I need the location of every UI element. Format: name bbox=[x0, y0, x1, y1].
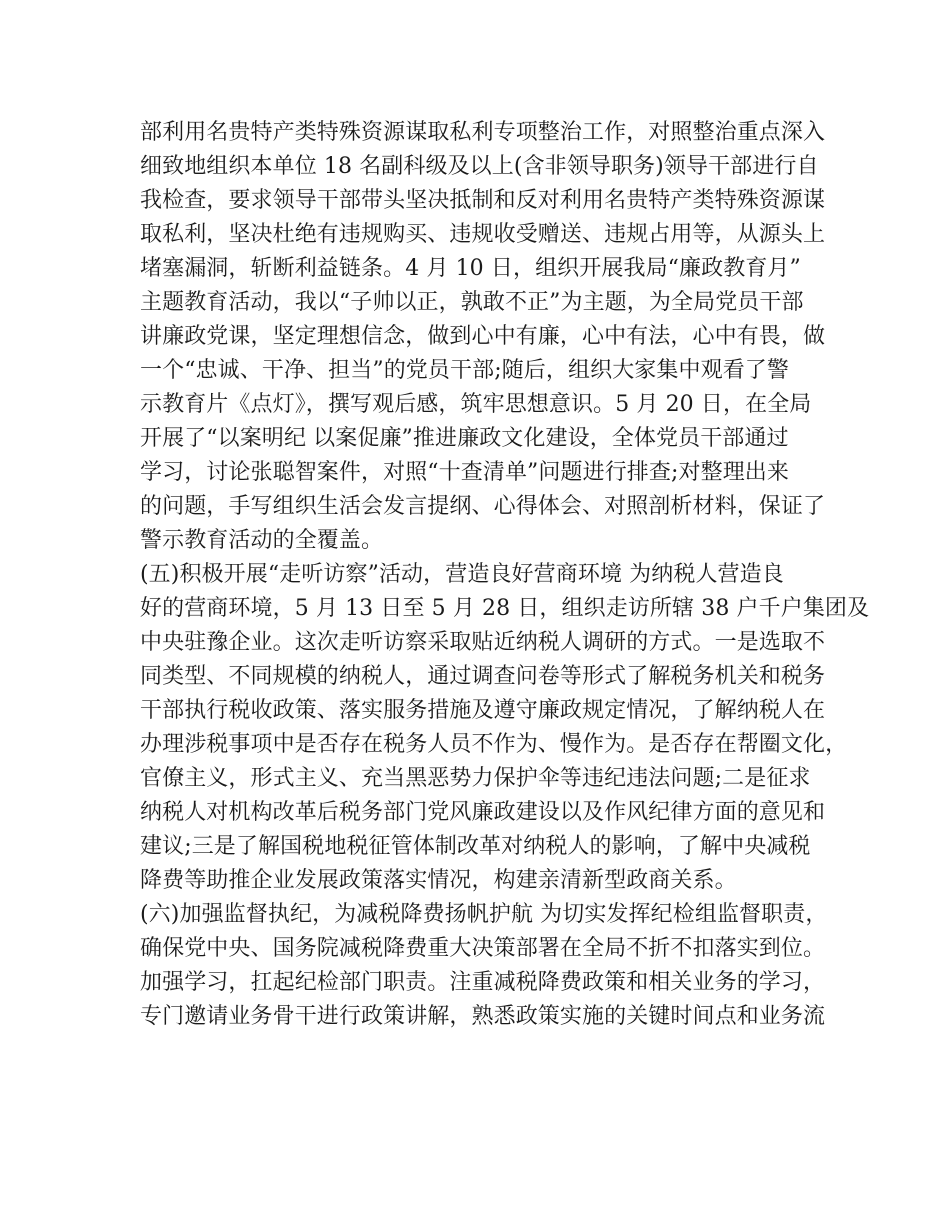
text-line: 示教育片《点灯》，撰写观后感，筑牢思想意识。5 月 20 日，在全局 bbox=[140, 392, 812, 417]
section-heading-line: (五)积极开展“走听访察”活动，营造良好营商环境 为纳税人营造良 bbox=[140, 562, 784, 587]
text-line: 加强学习，扛起纪检部门职责。注重减税降费政策和相关业务的学习， bbox=[140, 970, 826, 995]
text-line: 堵塞漏洞，斩断利益链条。4 月 10 日，组织开展我局“廉政教育月” bbox=[140, 256, 801, 281]
text-line: 官僚主义，形式主义、充当黑恶势力保护伞等违纪违法问题;二是征求 bbox=[140, 766, 811, 791]
text-line: 办理涉税事项中是否存在税务人员不作为、慢作为。是否存在帮圈文化， bbox=[140, 732, 848, 757]
text-line: 专门邀请业务骨干进行政策讲解，熟悉政策实施的关键时间点和业务流 bbox=[140, 1004, 826, 1029]
body-text bbox=[140, 116, 870, 1034]
text-line: 同类型、不同规模的纳税人，通过调查问卷等形式了解税务机关和税务 bbox=[140, 664, 826, 689]
text-line: 纳税人对机构改革后税务部门党风廉政建设以及作风纪律方面的意见和 bbox=[140, 800, 826, 825]
text-line: 一个“忠诚、干净、担当”的党员干部;随后，组织大家集中观看了警 bbox=[140, 358, 790, 383]
text-line: 干部执行税收政策、落实服务措施及遵守廉政规定情况，了解纳税人在 bbox=[140, 698, 826, 723]
section-heading-line: (六)加强监督执纪，为减税降费扬帆护航 为切实发挥纪检组监督职责， bbox=[140, 902, 828, 927]
text-line: 学习，讨论张聪智案件，对照“十查清单”问题进行排查;对整理出来 bbox=[140, 460, 790, 485]
text-line: 我检查，要求领导干部带头坚决抵制和反对利用名贵特产类特殊资源谋 bbox=[140, 188, 826, 213]
text-line: 细致地组织本单位 18 名副科级及以上(含非领导职务)领导干部进行自 bbox=[140, 154, 819, 179]
text-line: 开展了“以案明纪 以案促廉”推进廉政文化建设，全体党员干部通过 bbox=[140, 426, 789, 451]
text-line: 确保党中央、国务院减税降费重大决策部署在全局不折不扣落实到位。 bbox=[140, 936, 826, 961]
text-line: 中央驻豫企业。这次走听访察采取贴近纳税人调研的方式。一是选取不 bbox=[140, 630, 826, 655]
text-line: 主题教育活动，我以“子帅以正，孰敢不正”为主题，为全局党员干部 bbox=[140, 290, 804, 315]
text-line: 降费等助推企业发展政策落实情况，构建亲清新型政商关系。 bbox=[140, 868, 737, 893]
text-line: 的问题，手写组织生活会发言提纲、心得体会、对照剖析材料，保证了 bbox=[140, 494, 826, 519]
text-line: 好的营商环境，5 月 13 日至 5 月 28 日，组织走访所辖 38 户千户集团及 bbox=[140, 596, 870, 621]
text-line: 建议;三是了解国税地税征管体制改革对纳税人的影响，了解中央减税 bbox=[140, 834, 811, 859]
text-line: 部利用名贵特产类特殊资源谋取私利专项整治工作，对照整治重点深入 bbox=[140, 120, 826, 145]
text-line: 取私利，坚决杜绝有违规购买、违规收受赠送、违规占用等，从源头上 bbox=[140, 222, 826, 247]
text-line: 讲廉政党课，坚定理想信念，做到心中有廉，心中有法，心中有畏，做 bbox=[140, 324, 826, 349]
text-line: 警示教育活动的全覆盖。 bbox=[140, 528, 384, 553]
